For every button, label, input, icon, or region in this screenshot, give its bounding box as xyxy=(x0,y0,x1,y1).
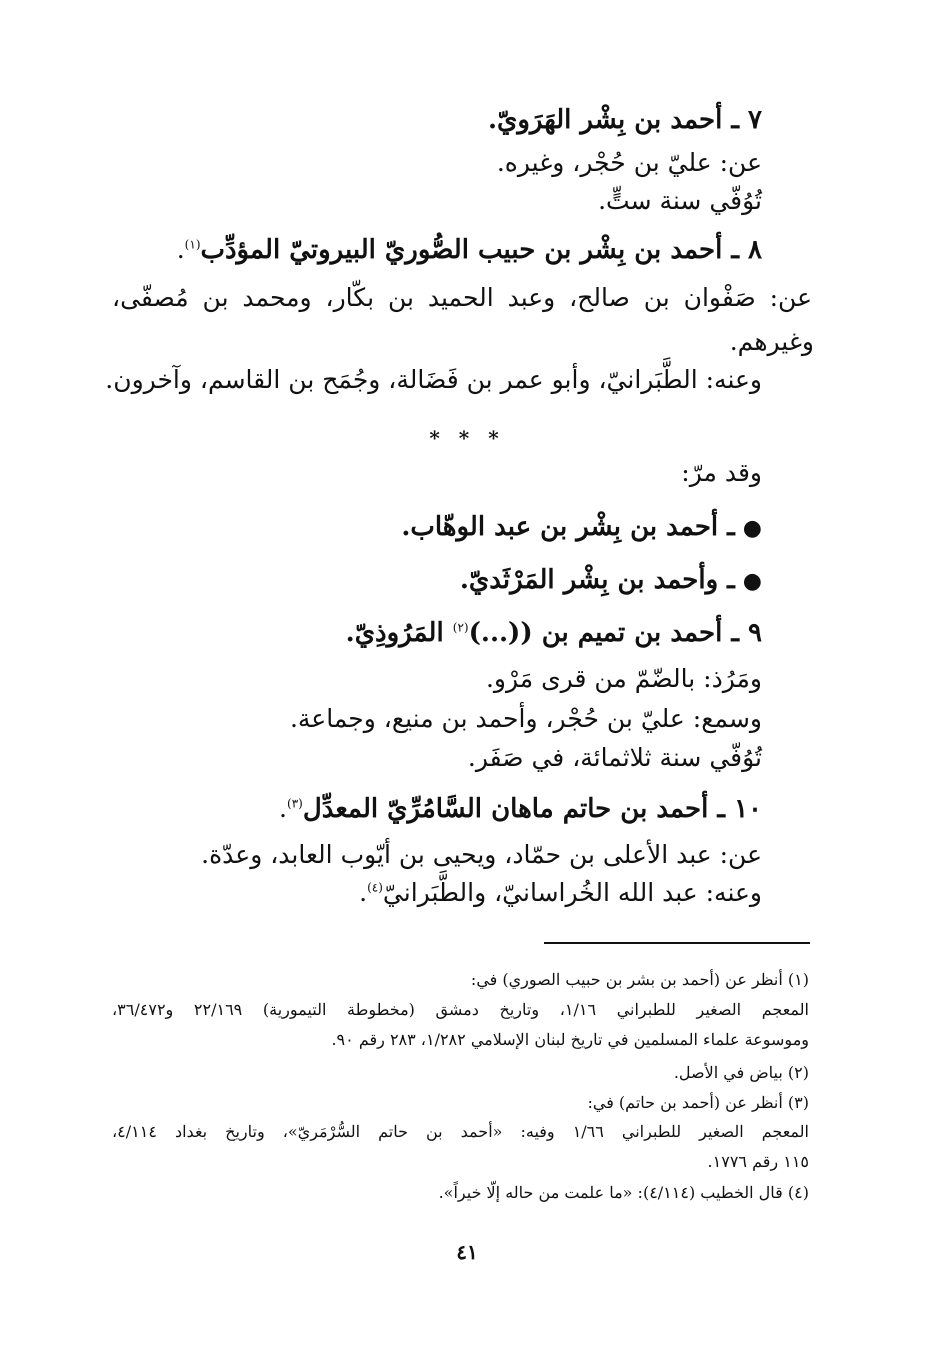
entry-10-narrators: وعنه: عبد الله الخُراسانيّ، والطَّبَرانيّ xyxy=(382,878,762,907)
entry-9-place-note: ومَرُذ: بالضّمّ من قرى مَرْو. xyxy=(485,664,762,693)
entry-9-title-a: ٩ ـ أحمد بن تميم بن ((...) xyxy=(468,618,762,648)
cross-ref-2 xyxy=(460,565,762,596)
entry-8-narrated-from: عن: صَفْوان بن صالح، وعبد الحميد بن بكّار، ومحمد بن مُصفّى، xyxy=(112,283,812,312)
entry-9-heard-from: وسمع: عليّ بن حُجْر، وأحمد بن منيع، وجماعة. xyxy=(289,704,762,733)
bullet-icon: ● xyxy=(742,515,762,541)
entry-9-title-b: المَرُوذِيّ. xyxy=(345,618,453,648)
entry-7-narrated-from: عن: عليّ بن حُجْر، وغيره. xyxy=(496,148,762,177)
entry-9-title-line xyxy=(346,618,762,649)
footnote-3-line-2: المعجم الصغير للطبراني ١/٦٦ وفيه: «أحمد بن حاتم السُّرْمَريّ»، وتاريخ بغداد ٤/١١٤، xyxy=(112,1122,809,1141)
footnote-ref-3: (٣) xyxy=(287,796,303,811)
footnote-3-head: (٣) أنظر عن (أحمد بن حاتم) في: xyxy=(587,1093,809,1112)
entry-8-narrators: وعنه: الطَّبَرانيّ، وأبو عمر بن فَضَالة، وجُمَح بن القاسم، وآخرون. xyxy=(105,365,762,394)
entry-7-title: ٧ ـ أحمد بن بِشْر الهَرَويّ. xyxy=(487,105,762,135)
entry-8-title-line xyxy=(177,235,762,266)
already-mentioned-label: وقد مرّ: xyxy=(681,458,762,487)
entry-7-death: تُوُفّي سنة ستٍّ. xyxy=(598,186,762,215)
cross-ref-2-text: ـ وأحمد بن بِشْر المَرْثَديّ. xyxy=(459,565,735,595)
footnote-separator xyxy=(544,942,810,944)
footnote-2: (٢) بياض في الأصل. xyxy=(673,1063,809,1082)
cross-ref-1-text: ـ أحمد بن بِشْر بن عبد الوهّاب. xyxy=(401,512,735,542)
entry-10-narrators-end: . xyxy=(359,878,368,907)
footnote-3-line-3: ١١٥ رقم ١٧٧٦. xyxy=(707,1152,809,1171)
footnote-ref-2: (٢) xyxy=(452,620,469,635)
footnote-4: (٤) قال الخطيب (٤/١١٤): «ما علمت من حاله إلّا خيراً». xyxy=(438,1183,809,1202)
entry-8-title: ٨ ـ أحمد بن بِشْر بن حبيب الصُّوريّ البيروتيّ المؤدِّب xyxy=(200,235,762,265)
entry-10-title-end: . xyxy=(279,794,287,823)
footnote-ref-4: (٤) xyxy=(367,880,383,895)
footnote-1-head: (١) أنظر عن (أحمد بن بشر بن حبيب الصوري) في: xyxy=(470,970,809,989)
entry-8-narrated-from-cont: وغيرهم. xyxy=(729,327,814,356)
bullet-icon: ● xyxy=(742,568,762,594)
footnote-1-line-2: المعجم الصغير للطبراني ١/١٦، وتاريخ دمشق (مخطوطة التيمورية) ٢٢/١٦٩ و٣٦/٤٧٢، xyxy=(112,1000,810,1019)
section-separator: * * * xyxy=(429,426,505,450)
entry-10-title-line xyxy=(279,794,762,825)
entry-10-title: ١٠ ـ أحمد بن حاتم ماهان السَّامُرِّيّ المعدِّل xyxy=(302,794,762,824)
footnote-ref-1: (١) xyxy=(184,237,201,252)
footnote-1-line-3: وموسوعة علماء المسلمين في تاريخ لبنان الإسلامي ١/٢٨٢، ٢٨٣ رقم ٩٠. xyxy=(331,1030,809,1049)
entry-10-narrated-from: عن: عبد الأعلى بن حمّاد، ويحيى بن أيّوب العابد، وعدّة. xyxy=(201,840,762,869)
entry-9-death: تُوُفّي سنة ثلاثمائة، في صَفَر. xyxy=(467,743,762,772)
entry-10-narrators-line xyxy=(359,878,762,908)
cross-ref-1 xyxy=(401,512,762,543)
entry-8-title-end: . xyxy=(176,235,185,264)
page-number: ٤١ xyxy=(456,1240,478,1264)
